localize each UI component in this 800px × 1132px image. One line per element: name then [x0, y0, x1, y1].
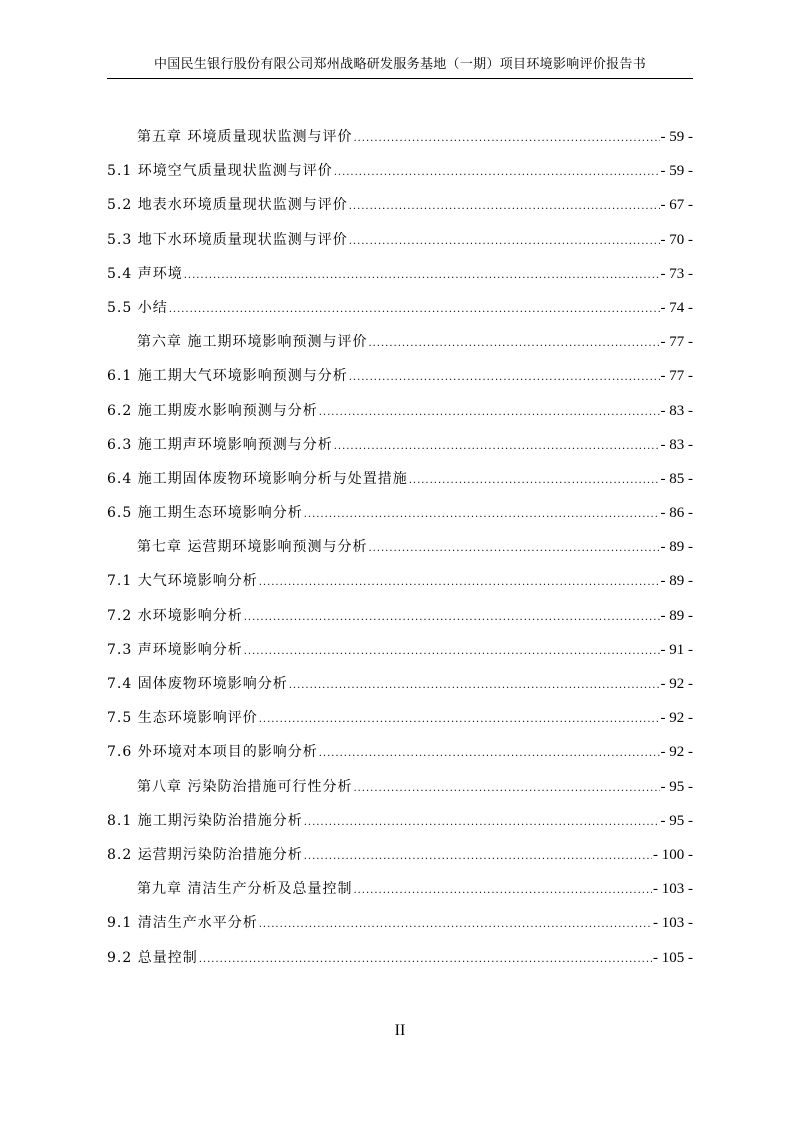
toc-dot-leader [334, 156, 660, 190]
toc-dot-leader [304, 806, 660, 840]
toc-entry-5-4[interactable] [107, 257, 693, 291]
toc-dot-leader [259, 703, 660, 737]
running-header: 中国民生银行股份有限公司郑州战略研发服务基地（一期）项目环境影响评价报告书 [107, 56, 693, 79]
toc-entry-title: 6.1 施工期大气环境影响预测与分析 [107, 368, 348, 385]
toc-dot-leader [349, 225, 660, 259]
toc-entry-6-4[interactable] [107, 462, 693, 496]
toc-entry-5-2[interactable] [107, 188, 693, 222]
toc-entry-9-1[interactable] [107, 906, 693, 940]
toc-entry-title: 9.1 清洁生产水平分析 [107, 915, 258, 932]
toc-dot-leader [304, 498, 660, 532]
toc-entry-title: 第八章 污染防治措施可行性分析 [137, 778, 353, 795]
toc-dot-leader [169, 293, 660, 327]
toc-entry-7-3[interactable] [107, 633, 693, 667]
toc-entry-page: - 100 - [653, 846, 693, 863]
toc-entry-page: - 59 - [660, 163, 693, 180]
toc-entry-chapter-6[interactable] [107, 325, 693, 359]
toc-entry-page: - 83 - [660, 402, 693, 419]
toc-dot-leader [353, 772, 659, 806]
toc-entry-5-5[interactable] [107, 291, 693, 325]
toc-entry-title: 5.1 环境空气质量现状监测与评价 [107, 163, 333, 180]
toc-dot-leader [259, 908, 652, 942]
toc-dot-leader [289, 669, 660, 703]
toc-entry-9-2[interactable] [107, 941, 693, 975]
toc-entry-title: 7.3 声环境影响分析 [107, 641, 243, 658]
toc-entry-5-1[interactable] [107, 154, 693, 188]
toc-entry-7-6[interactable] [107, 735, 693, 769]
toc-entry-6-3[interactable] [107, 428, 693, 462]
toc-dot-leader [368, 532, 659, 566]
toc-entry-page: - 77 - [660, 334, 693, 351]
toc-entry-title: 第九章 清洁生产分析及总量控制 [137, 881, 353, 898]
toc-entry-title: 8.2 运营期污染防治措施分析 [107, 846, 303, 863]
toc-entry-page: - 91 - [660, 641, 693, 658]
toc-entry-6-1[interactable] [107, 359, 693, 393]
toc-dot-leader [319, 396, 660, 430]
toc-entry-page: - 73 - [660, 265, 693, 282]
toc-entry-page: - 105 - [653, 949, 693, 966]
toc-dot-leader [353, 874, 652, 908]
toc-entry-page: - 95 - [660, 812, 693, 829]
toc-entry-chapter-8[interactable] [107, 770, 693, 804]
toc-entry-title: 5.2 地表水环境质量现状监测与评价 [107, 197, 348, 214]
toc-entry-title: 9.2 总量控制 [107, 949, 198, 966]
toc-entry-7-4[interactable] [107, 667, 693, 701]
toc-entry-page: - 92 - [660, 710, 693, 727]
toc-entry-title: 5.5 小结 [107, 299, 168, 316]
toc-entry-7-5[interactable] [107, 701, 693, 735]
toc-entry-title: 6.2 施工期废水影响预测与分析 [107, 402, 318, 419]
toc-entry-title: 5.3 地下水环境质量现状监测与评价 [107, 231, 348, 248]
toc-entry-page: - 92 - [660, 744, 693, 761]
toc-entry-title: 7.2 水环境影响分析 [107, 607, 243, 624]
toc-entry-7-1[interactable] [107, 564, 693, 598]
toc-entry-page: - 95 - [660, 778, 693, 795]
toc-entry-title: 7.1 大气环境影响分析 [107, 573, 258, 590]
toc-dot-leader [244, 635, 660, 669]
toc-entry-7-2[interactable] [107, 599, 693, 633]
toc-dot-leader [368, 327, 659, 361]
toc-entry-page: - 103 - [653, 881, 693, 898]
page-number: II [394, 1022, 406, 1039]
toc-dot-leader [349, 361, 660, 395]
toc-entry-chapter-5[interactable] [107, 120, 693, 154]
toc-dot-leader [334, 430, 660, 464]
toc-entry-6-2[interactable] [107, 394, 693, 428]
toc-entry-page: - 103 - [653, 915, 693, 932]
toc-entry-chapter-9[interactable] [107, 872, 693, 906]
toc-dot-leader [319, 737, 660, 771]
toc-entry-8-1[interactable] [107, 804, 693, 838]
toc-dot-leader [304, 840, 652, 874]
toc-dot-leader [199, 943, 652, 977]
toc-entry-page: - 77 - [660, 368, 693, 385]
toc-dot-leader [259, 566, 660, 600]
toc-entry-page: - 83 - [660, 436, 693, 453]
toc-entry-title: 6.5 施工期生态环境影响分析 [107, 505, 303, 522]
toc-entry-title: 第六章 施工期环境影响预测与评价 [137, 334, 368, 351]
toc-dot-leader [349, 190, 660, 224]
toc-entry-page: - 89 - [660, 539, 693, 556]
toc-entry-6-5[interactable] [107, 496, 693, 530]
toc-entry-title: 8.1 施工期污染防治措施分析 [107, 812, 303, 829]
toc-entry-title: 6.3 施工期声环境影响预测与分析 [107, 436, 333, 453]
table-of-contents [107, 120, 693, 975]
toc-entry-8-2[interactable] [107, 838, 693, 872]
toc-entry-page: - 67 - [660, 197, 693, 214]
toc-entry-title: 7.4 固体废物环境影响分析 [107, 676, 288, 692]
toc-entry-title: 7.6 外环境对本项目的影响分析 [107, 744, 318, 761]
toc-entry-page: - 89 - [660, 573, 693, 590]
toc-dot-leader [184, 259, 660, 293]
toc-entry-title: 5.4 声环境 [107, 265, 183, 282]
toc-entry-page: - 86 - [660, 505, 693, 522]
toc-entry-title: 第七章 运营期环境影响预测与分析 [137, 539, 368, 556]
toc-entry-page: - 85 - [660, 470, 693, 487]
toc-entry-page: - 89 - [660, 607, 693, 624]
toc-entry-title: 第五章 环境质量现状监测与评价 [137, 129, 353, 145]
toc-entry-5-3[interactable] [107, 223, 693, 257]
toc-dot-leader [409, 464, 660, 498]
toc-entry-page: - 92 - [660, 676, 693, 692]
toc-entry-title: 6.4 施工期固体废物环境影响分析与处置措施 [107, 470, 408, 487]
toc-entry-title: 7.5 生态环境影响评价 [107, 710, 258, 727]
toc-entry-chapter-7[interactable] [107, 530, 693, 564]
toc-entry-page: - 59 - [660, 129, 693, 145]
toc-entry-page: - 70 - [660, 231, 693, 248]
toc-entry-page: - 74 - [660, 299, 693, 316]
toc-dot-leader [353, 122, 659, 156]
toc-dot-leader [244, 601, 660, 635]
